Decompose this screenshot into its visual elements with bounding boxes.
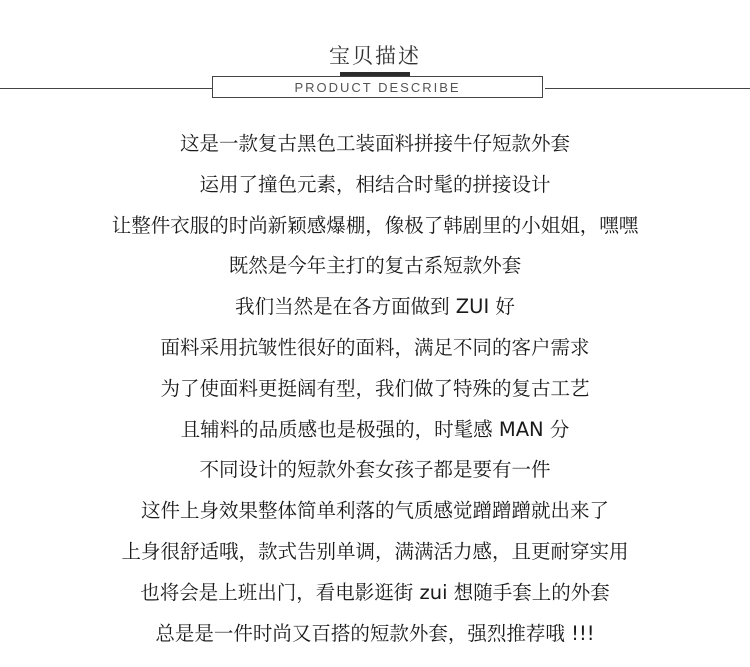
divider-left [0,88,212,89]
description-line: 上身很舒适哦，款式告别单调，满满活力感，且更耐穿实用 [121,539,629,563]
description-line: 既然是今年主打的复古系短款外套 [228,254,522,278]
subtitle-box [212,76,543,98]
description-line: 且辅料的品质感也是极强的，时髦感 MAN 分 [180,417,570,441]
description-line: 这件上身效果整体简单利落的气质感觉蹭蹭蹭就出来了 [140,499,609,523]
description-line: 总是是一件时尚又百搭的短款外套，强烈推荐哦 !!! [155,621,595,645]
description-line: 这是一款复古黑色工装面料拼接牛仔短款外套 [179,132,570,155]
divider-right [545,88,750,89]
description-line: 为了使面料更挺阔有型，我们做了特殊的复古工艺 [160,376,590,400]
description-line: 我们当然是在各方面做到 ZUI 好 [235,295,515,319]
description-line: 运用了撞色元素，相结合时髦的拼接设计 [199,172,551,196]
description-line: 不同设计的短款外套女孩子都是要有一件 [199,458,551,482]
section-subtitle: PRODUCT DESCRIBE [294,80,461,95]
section-header [0,0,750,110]
description-line: 也将会是上班出门，看电影逛街 zui 想随手套上的外套 [140,580,610,604]
description-body [0,124,750,654]
section-title: 宝贝描述 [329,44,421,68]
description-line: 让整件衣服的时尚新颖感爆棚，像极了韩剧里的小姐姐，嘿嘿 [111,213,639,237]
description-line: 面料采用抗皱性很好的面料，满足不同的客户需求 [160,335,590,359]
